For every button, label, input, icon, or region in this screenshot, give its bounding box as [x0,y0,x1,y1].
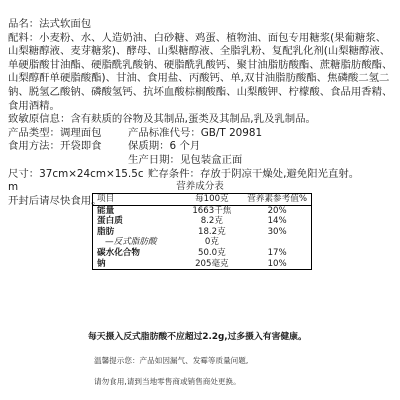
tip-line-2: 请勿食用,请到当地零售商或销售商处更换。 [94,377,241,386]
product-category: 产品类型：调理面包 [8,126,102,139]
row-nrv: 20% [267,205,287,216]
row-value: 8.2克 [200,216,223,227]
row-item: 脂肪 [97,226,115,237]
row-nrv: 17% [267,247,287,258]
row-value: 18.2克 [197,226,226,237]
table-row [93,237,312,248]
nutrition-title: 营养成分表 [176,181,224,192]
table-row [93,227,312,238]
production-date: 生产日期：见包装盒正面 [128,153,243,166]
package-size: 尺寸：37cm×24cm×15.5cm [8,167,144,194]
trans-fat-note: 每天摄入反式脂肪酸不应超过2.2g,过多摄入有害健康。 [88,332,307,342]
row-nrv: 30% [267,226,287,237]
header-per-100g: 每100克 [180,194,243,206]
header-item: 项目 [93,194,181,206]
row-item: 钠 [93,259,181,270]
table-row [93,259,312,270]
row-nrv [243,237,311,248]
shelf-life: 保质期：6 个月 [128,140,201,153]
product-standard: 产品标准代号：GB/T 20981 [128,126,263,139]
usage-method: 食用方法：开袋即食 [8,140,102,153]
ingredients-text: 配料：小麦粉、水、人造奶油、白砂糖、鸡蛋、植物油、面包专用糖浆(果葡糖浆、山梨糖醇液、麦芽糖浆)、酵母、山梨糖醇液、全脂乳粉、复配乳化剂(山梨糖醇液、单硬脂酸甘油酯、硬脂酰乳酸钠、硬脂酰乳酸钙、聚甘油脂肪酸酯、蔗糖脂肪酸酯、山梨醇酐单硬脂酸酯)、甘油、食用盐、丙酸钙、单,双甘油脂肪酸酯、焦磷酸二氢二钠、脱氢乙酸钠、磷酸氢钙、抗坏血酸棕榈酸酯、山梨酸钾、柠檬酸、食品用香精、食用酒精。 [8,31,393,112]
table-row [93,216,312,227]
category-standard-row [8,127,394,141]
row-item: 能量 [97,205,115,216]
header-nrv: 营养素参考值% [243,194,311,206]
nutrition-header-row [93,194,312,206]
product-name: 品名：法式软面包 [8,18,92,30]
allergen-info: 致敏原信息：含有麸质的谷物及其制品,蛋类及其制品,乳及乳制品。 [8,113,316,126]
row-item: 蛋白质 [97,216,123,227]
row-value: 205毫克 [180,259,243,270]
row-value: 50.0克 [197,247,226,258]
table-row [93,205,312,216]
row-value: 1663千焦 [192,205,232,216]
table-row [93,248,312,259]
row-item: —反式脂肪酸 [105,237,157,248]
row-nrv: 10% [243,259,311,270]
row-item: 碳水化合物 [97,247,140,258]
usage-shelf-row [8,140,394,154]
storage-condition: 贮存条件：存放于阴凉干燥处,避免阳光直射。 [148,167,360,180]
row-value: 0克 [204,237,219,248]
nutrition-table [92,193,312,270]
row-nrv: 14% [267,216,287,227]
tip-line-1: 温馨提示您：产品如因漏气、发霉等质量问题, [94,356,249,365]
open-advice: 开封后请尽快食用。 [8,194,102,207]
